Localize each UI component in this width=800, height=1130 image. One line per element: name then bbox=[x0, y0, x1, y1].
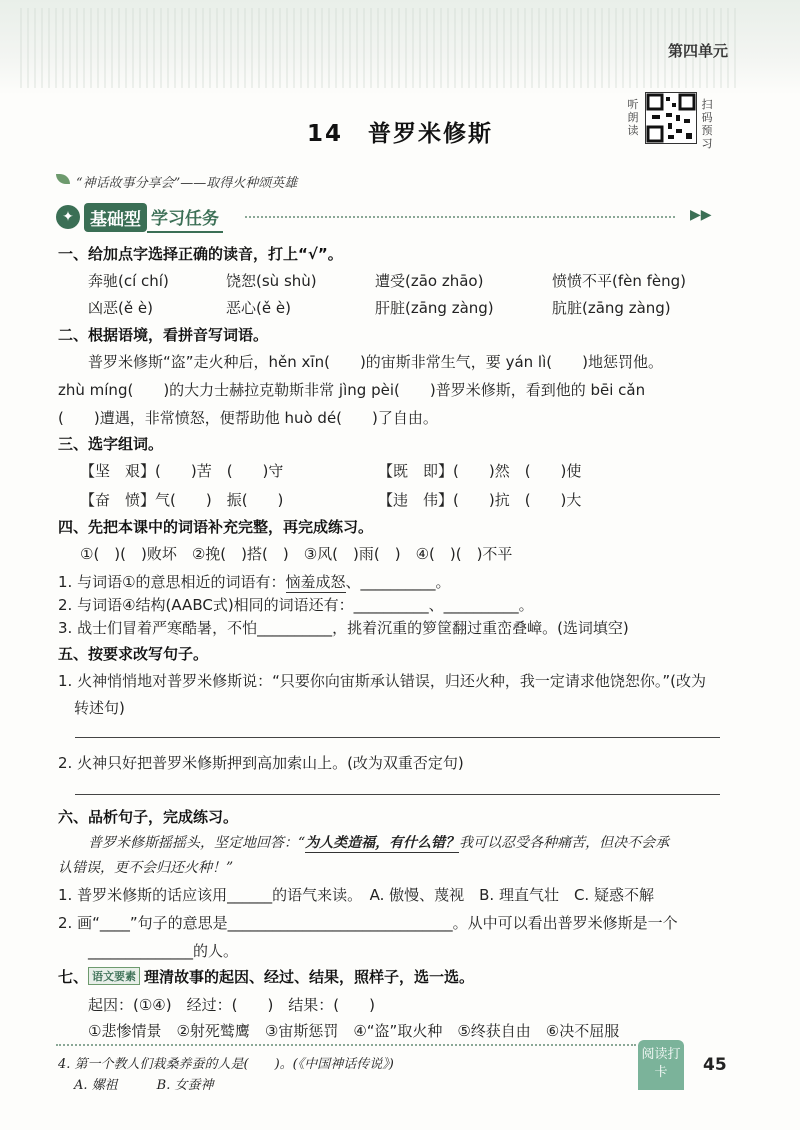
s1-item[interactable]: 恶心(ě è) bbox=[226, 299, 291, 317]
s4-q1-suffix[interactable]: 、__________。 bbox=[345, 573, 451, 591]
s4-q1-answer[interactable]: 恼羞成怒 bbox=[285, 573, 346, 591]
s1-item[interactable]: 饶恕(sù shù) bbox=[226, 272, 317, 290]
s2-line-2[interactable]: zhù míng( )的大力士赫拉克勒斯非常 jìng pèi( )普罗米修斯，看到他的 bēi cǎn bbox=[58, 381, 646, 399]
footer-divider bbox=[56, 1044, 636, 1046]
s7-heading-text: 理清故事的起因、经过、结果，照样子，选一选。 bbox=[144, 968, 475, 986]
section-6-heading: 六、品析句子，完成练习。 bbox=[58, 808, 239, 826]
s6-passage-line-2: 认错误，更不会归还火种！” bbox=[58, 860, 234, 876]
reading-checkin-badge[interactable]: 阅读打卡 bbox=[638, 1040, 684, 1090]
s6-passage-prefix: 普罗米修斯摇摇头，坚定地回答：“ bbox=[88, 835, 306, 851]
double-arrow-icon: ▶▶ bbox=[690, 207, 712, 223]
answer-line[interactable] bbox=[75, 737, 720, 738]
s5-q1-line-b: 转述句) bbox=[74, 699, 125, 717]
s6-underlined-sentence: 为人类造福，有什么错？ bbox=[305, 832, 459, 853]
s7-number: 七、 bbox=[58, 968, 89, 986]
s7-tag: 语文要素 bbox=[88, 967, 140, 985]
s6-q2-line-a[interactable]: 2. 画“____”句子的意思是______________________________。从中可以看出普罗米修斯是一个 bbox=[58, 914, 678, 932]
s1-item[interactable]: 肝脏(zāng zàng) bbox=[375, 299, 494, 317]
s4-q1-prefix: 1. 与词语①的意思相近的词语有： bbox=[58, 573, 286, 591]
s6-passage-line-1 bbox=[88, 832, 669, 853]
unit-label: 第四单元 bbox=[667, 42, 728, 60]
s1-item[interactable]: 肮脏(zāng zàng) bbox=[552, 299, 671, 317]
banner-divider bbox=[245, 216, 675, 218]
s6-q1[interactable]: 1. 普罗米修斯的话应该用______的语气来读。 A. 傲慢、蔑视 B. 理直气壮 C. 疑惑不解 bbox=[58, 886, 654, 904]
s3-row-2b[interactable]: 【违 伟】( )抗 ( )大 bbox=[378, 491, 582, 509]
section-4-heading: 四、先把本课中的词语补充完整，再完成练习。 bbox=[58, 518, 374, 536]
footer-question: 4. 第一个教人们栽桑养蚕的人是( )。(《中国神话传说》) bbox=[58, 1057, 394, 1072]
lesson-title: 14 普罗米修斯 bbox=[306, 121, 493, 147]
section-banner bbox=[56, 203, 223, 231]
s1-item[interactable]: 遭受(zāo zhāo) bbox=[375, 272, 484, 290]
section-5-heading: 五、按要求改写句子。 bbox=[58, 645, 209, 663]
section-7-heading bbox=[58, 966, 474, 987]
s3-row-2a[interactable]: 【奋 愤】气( ) 振( ) bbox=[80, 491, 284, 509]
footer-options: A. 嫘祖 B. 女蚕神 bbox=[74, 1078, 214, 1093]
s3-row-1a[interactable]: 【坚 艰】( )苦 ( )守 bbox=[80, 462, 284, 480]
s6-passage-suffix: 我可以忍受各种痛苦，但决不会承 bbox=[459, 835, 670, 851]
banner-label-b: 学习任务 bbox=[147, 202, 223, 233]
lesson-subtitle: “神话故事分享会”——取得火种颂英雄 bbox=[76, 176, 298, 191]
banner-label-a: 基础型 bbox=[84, 203, 147, 232]
s6-q2-line-b[interactable]: ______________的人。 bbox=[88, 942, 239, 960]
s4-q1 bbox=[58, 571, 451, 593]
answer-line[interactable] bbox=[75, 794, 720, 795]
s4-q3[interactable]: 3. 战士们冒着严寒酷暑，不怕__________，挑着沉重的箩筐翻过重峦叠嶂。(选词填空) bbox=[58, 619, 629, 637]
section-1-heading: 一、给加点字选择正确的读音，打上“√”。 bbox=[58, 245, 343, 263]
page-number: 45 bbox=[703, 1055, 727, 1075]
leaf-icon bbox=[56, 174, 70, 184]
s7-options: ①悲惨情景 ②射死鹫鹰 ③宙斯惩罚 ④“盗”取火种 ⑤终获自由 ⑥决不屈服 bbox=[88, 1022, 620, 1040]
s3-row-1b[interactable]: 【既 即】( )然 ( )使 bbox=[378, 462, 582, 480]
qr-left-caption: 听朗读 bbox=[627, 98, 639, 137]
section-2-heading: 二、根据语境，看拼音写词语。 bbox=[58, 326, 269, 344]
qr-right-caption: 扫码预习 bbox=[701, 98, 713, 150]
s2-line-1[interactable]: 普罗米修斯“盗”走火种后，hěn xīn( )的宙斯非常生气，要 yán lì( )地惩罚他。 bbox=[88, 353, 663, 371]
s4-idioms[interactable]: ①( )( )败坏 ②挽( )搭( ) ③风( )雨( ) ④( )( )不平 bbox=[80, 545, 513, 563]
header-decoration bbox=[20, 8, 740, 88]
s5-q1-line-a: 1. 火神悄悄地对普罗米修斯说：“只要你向宙斯承认错误，归还火种，我一定请求他饶恕你。”(改为 bbox=[58, 672, 706, 690]
s7-line[interactable]: 起因：(①④) 经过：( ) 结果：( ) bbox=[88, 996, 376, 1014]
s1-item[interactable]: 愤愤不平(fèn fèng) bbox=[552, 272, 687, 290]
s1-item[interactable]: 凶恶(ě è) bbox=[88, 299, 153, 317]
s5-q2: 2. 火神只好把普罗米修斯押到高加索山上。(改为双重否定句) bbox=[58, 754, 464, 772]
section-3-heading: 三、选字组词。 bbox=[58, 435, 164, 453]
s4-q2[interactable]: 2. 与词语④结构(AABC式)相同的词语还有：__________、__________。 bbox=[58, 596, 534, 614]
s2-line-3[interactable]: ( )遭遇，非常愤怒，便帮助他 huò dé( )了自由。 bbox=[58, 409, 438, 427]
s1-item[interactable]: 奔驰(cí chí) bbox=[88, 272, 169, 290]
lightbulb-icon: ✦ bbox=[56, 205, 80, 229]
